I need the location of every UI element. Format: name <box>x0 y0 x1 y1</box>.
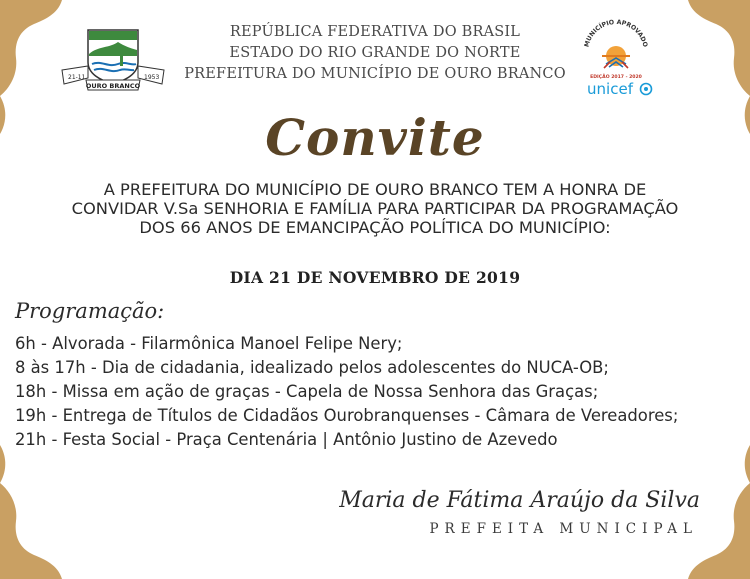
mayor-signature: Maria de Fátima Araújo da Silva <box>339 488 700 513</box>
programacao-item: 19h - Entrega de Títulos de Cidadãos Ourobranquenses - Câmara de Vereadores; <box>15 406 679 425</box>
programacao-item: 18h - Missa em ação de graças - Capela de Nossa Senhora das Graças; <box>15 382 599 401</box>
unicef-arc-text: MUNICÍPIO APROVADO <box>583 18 649 48</box>
crest-year-right: 1953 <box>144 74 160 81</box>
programacao-list <box>15 332 745 452</box>
invitation-intro <box>0 180 750 237</box>
header-block <box>180 22 570 85</box>
crest-name: OURO BRANCO <box>85 82 141 90</box>
svg-text:MUNICÍPIO APROVADO <box>583 19 648 48</box>
programacao-heading: Programação: <box>15 299 165 323</box>
unicef-seal-icon <box>576 18 656 100</box>
unicef-brand: unicef <box>587 80 633 98</box>
corner-ornament-bottom-left-icon <box>0 439 80 579</box>
programacao-item: 6h - Alvorada - Filarmônica Manoel Felipe Nery; <box>15 334 403 353</box>
intro-line: CONVIDAR V.Sa SENHORIA E FAMÍLIA PARA PARTICIPAR DA PROGRAMAÇÃO <box>71 199 679 218</box>
programacao-item: 21h - Festa Social - Praça Centenária | Antônio Justino de Azevedo <box>15 430 558 449</box>
header-city-hall: PREFEITURA DO MUNICÍPIO DE OURO BRANCO <box>184 66 566 82</box>
intro-line: A PREFEITURA DO MUNICÍPIO DE OURO BRANCO TEM A HONRA DE <box>103 180 647 199</box>
invitation-title: Convite <box>265 108 485 167</box>
header-country: REPÚBLICA FEDERATIVA DO BRASIL <box>229 24 521 40</box>
mayor-role: PREFEITA MUNICIPAL <box>429 521 698 537</box>
unicef-edition: EDIÇÃO 2017 - 2020 <box>590 75 642 80</box>
programacao-item: 8 às 17h - Dia de cidadania, idealizado pelos adolescentes do NUCA-OB; <box>15 358 609 377</box>
municipal-crest-icon <box>58 26 168 94</box>
intro-line: DOS 66 ANOS DE EMANCIPAÇÃO POLÍTICA DO MUNICÍPIO: <box>139 218 611 237</box>
event-date: DIA 21 DE NOVEMBRO DE 2019 <box>229 268 521 287</box>
header-state: ESTADO DO RIO GRANDE DO NORTE <box>229 45 521 61</box>
crest-year-left: 21-11 <box>68 74 86 81</box>
